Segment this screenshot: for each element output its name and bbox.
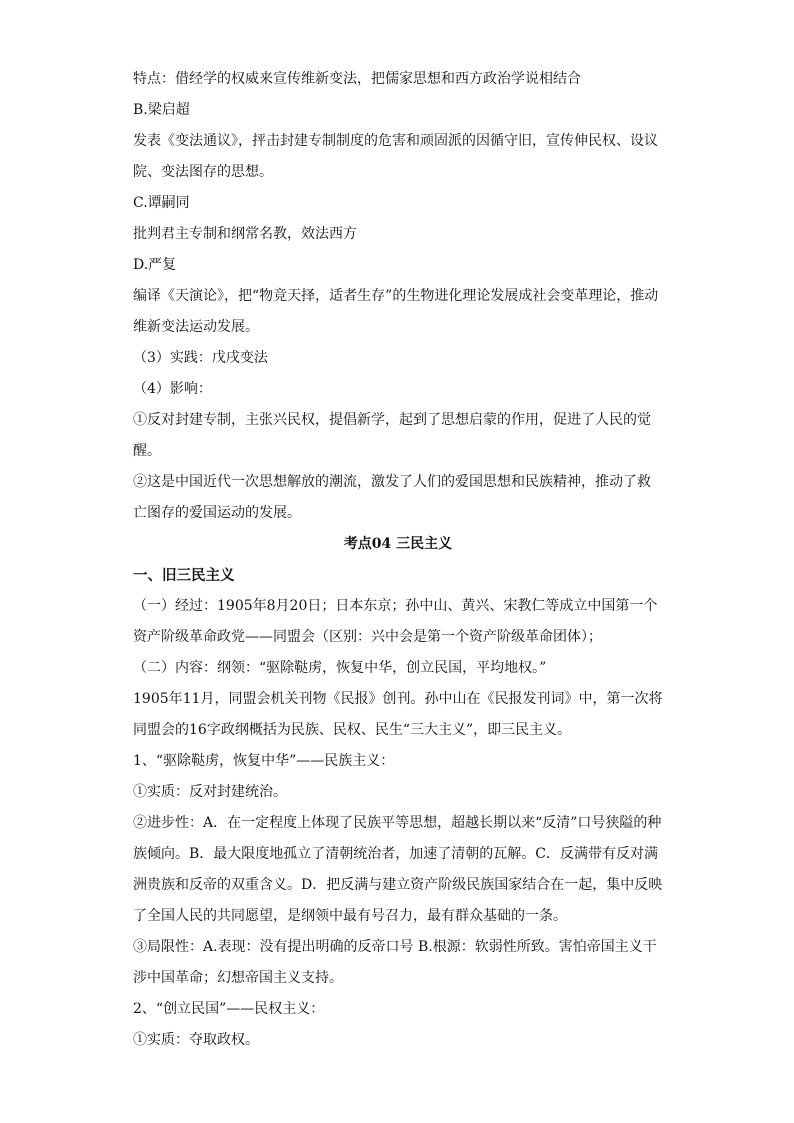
text-line: 编译《天演论》，把“物竞天择，适者生存”的生物进化理论发展成社会变革理论，推动 xyxy=(133,288,659,304)
text-line: （4）影响： xyxy=(133,381,212,397)
text-line: 批判君主专制和纲常名教，效法西方 xyxy=(133,226,357,242)
text-line: 2、“创立民国”——民权主义： xyxy=(133,1001,325,1017)
text-line: ①反对封建专制，主张兴民权，提倡新学，起到了思想启蒙的作用，促进了人民的觉 xyxy=(133,412,651,428)
text-line: ③局限性：A.表现：没有提出明确的反帝口号 B.根源：软弱性所致。害怕帝国主义干 xyxy=(133,939,657,955)
text-line: ①实质：夺取政权。 xyxy=(133,1032,259,1048)
text-line: 亡图存的爱国运动的发展。 xyxy=(133,505,301,521)
text-line: 醒。 xyxy=(133,443,161,459)
text-line: （一）经过：1905年8月20日；日本东京；孙中山、黄兴、宋教仁等成立中国第一个 xyxy=(133,598,658,614)
text-line: D.严复 xyxy=(133,257,177,273)
text-line: （二）内容：纲领：“驱除鞑虏，恢复中华，创立民国，平均地权。” xyxy=(133,660,547,676)
text-line: C.谭嗣同 xyxy=(133,195,190,211)
text-line: ②这是中国近代一次思想解放的潮流，激发了人们的爱国思想和民族精神，推动了救 xyxy=(133,474,651,490)
text-line: 1905年11月，同盟会机关刊物《民报》创刊。孙中山在《民报发刊词》中，第一次将 xyxy=(133,691,663,707)
text-line: 院、变法图存的思想。 xyxy=(133,164,273,180)
text-line: B.梁启超 xyxy=(133,102,190,118)
section-heading: 一、旧三民主义 xyxy=(133,567,235,584)
text-line: 洲贵族和反帝的双重含义。D．把反满与建立资产阶级民族国家结合在一起，集中反映 xyxy=(133,877,663,893)
text-line: 同盟会的16字政纲概括为民族、民权、民生“三大主义”，即三民主义。 xyxy=(133,722,572,738)
section-title: 考点04 三民主义 xyxy=(343,536,453,552)
text-line: ②进步性：A．在一定程度上体现了民族平等思想，超越长期以来“反清”口号狭隘的种 xyxy=(133,815,662,831)
text-line: ①实质：反对封建统治。 xyxy=(133,784,287,800)
text-line: 维新变法运动发展。 xyxy=(133,319,259,335)
text-line: 了全国人民的共同愿望，是纲领中最有号召力，最有群众基础的一条。 xyxy=(133,908,567,924)
text-line: 发表《变法通议》，抨击封建专制制度的危害和顽固派的因循守旧，宣传伸民权、设议 xyxy=(133,133,658,149)
document-page xyxy=(133,64,663,1056)
text-line: 族倾向。B．最大限度地孤立了清朝统治者，加速了清朝的瓦解。C．反满带有反对满 xyxy=(133,846,658,862)
text-line: 特点：借经学的权威来宣传维新变法，把儒家思想和西方政治学说相结合 xyxy=(133,71,581,87)
text-line: 资产阶级革命政党——同盟会（区别：兴中会是第一个资产阶级革命团体）； xyxy=(133,629,602,645)
text-line: （3）实践：戊戌变法 xyxy=(133,350,268,366)
text-line: 1、“驱除鞑虏，恢复中华”——民族主义： xyxy=(133,753,395,769)
text-line: 涉中国革命；幻想帝国主义支持。 xyxy=(133,970,343,986)
